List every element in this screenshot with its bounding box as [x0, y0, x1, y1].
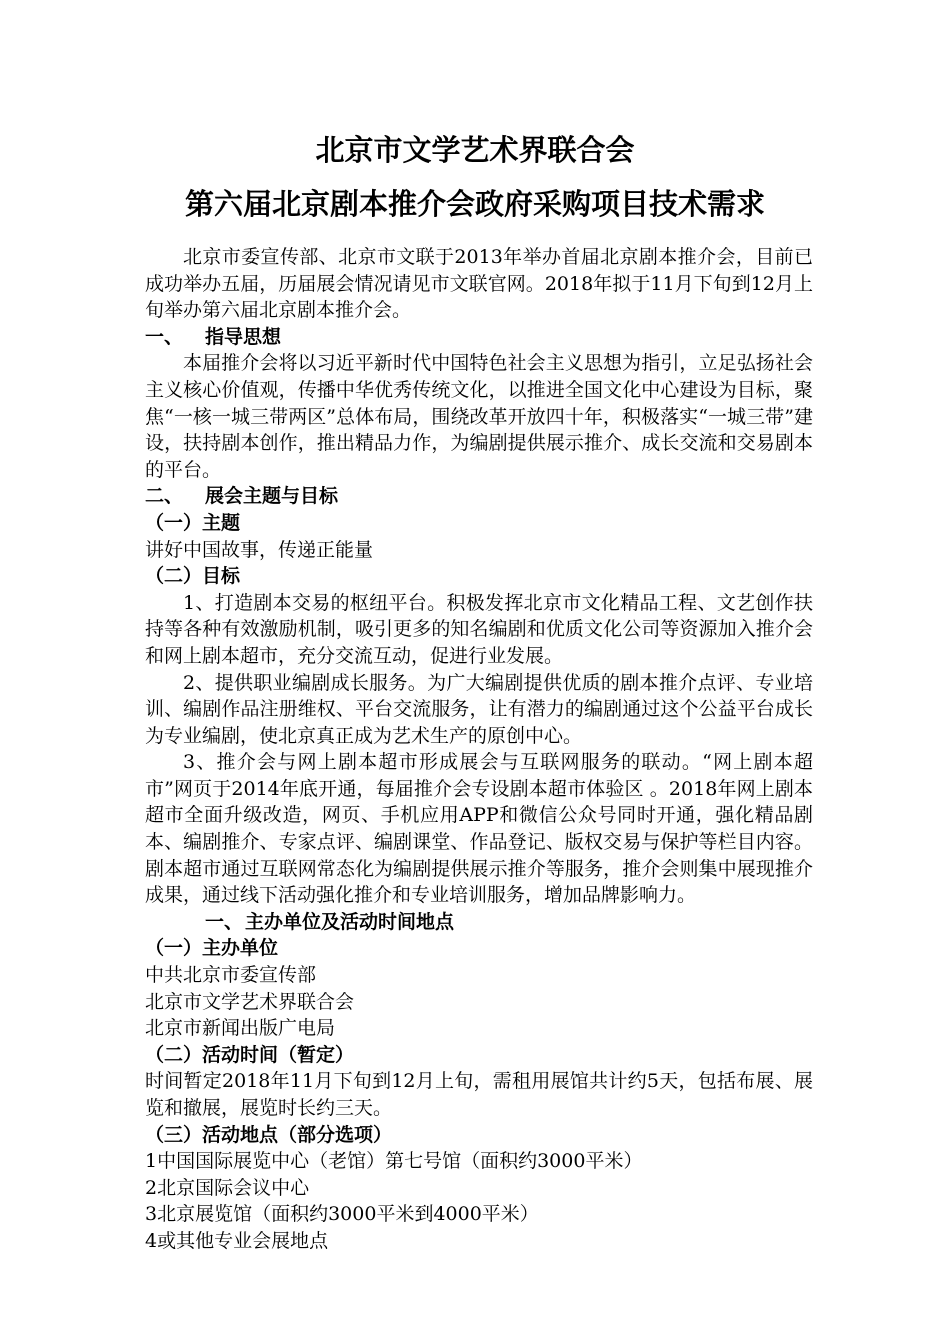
- venue-item: 4或其他专业会展地点: [145, 1229, 329, 1252]
- section-number: 一、: [205, 910, 244, 933]
- intro-paragraph: 北京市委宣传部、北京市文联于2013年举办首届北京剧本推介会，目前已成功举办五届，历届展会情况请见市文联官网。2018年拟于11月下旬到12月上旬举办第六届北京剧本推介会。: [145, 246, 813, 322]
- subheading-goals: （二）目标: [145, 565, 241, 588]
- goal-paragraph-2: 2、提供职业编剧成长服务。为广大编剧提供优质的剧本推介点评、专业培训、编剧作品注册维权、平台交流服务，让有潜力的编剧通过这个公益平台成长为专业编剧，使北京真正成为艺术生产的原创中心。: [145, 671, 813, 747]
- section-title: 主办单位及活动时间地点: [245, 910, 455, 933]
- venue-item: 1中国国际展览中心（老馆）第七号馆（面积约3000平米）: [145, 1150, 643, 1173]
- event-time-text: 时间暂定2018年11月下旬到12月上旬，需租用展馆共计约5天，包括布展、展览和撤展，展览时长约三天。: [145, 1070, 813, 1119]
- venue-item: 3北京展览馆（面积约3000平米到4000平米）: [145, 1203, 539, 1226]
- theme-text: 讲好中国故事，传递正能量: [145, 538, 374, 561]
- goal-paragraph-1: 1、打造剧本交易的枢纽平台。积极发挥北京市文化精品工程、文艺创作扶持等各种有效激励机制，吸引更多的知名编剧和优质文化公司等资源加入推介会和网上剧本超市，充分交流互动，促进行业发展。: [145, 591, 813, 667]
- section-number: 二、: [145, 485, 184, 508]
- document-org-title: 北京市文学艺术界联合会: [315, 133, 635, 167]
- guiding-thought-paragraph: 本届推介会将以习近平新时代中国特色社会主义思想为指引，立足弘扬社会主义核心价值观，传播中华优秀传统文化，以推进全国文化中心建设为目标，聚焦“一核一城三带两区”总体布局，围绕改革开放四十年，积极落实“一城三带”建设，扶持剧本创作，推出精品力作，为编剧提供展示推介、成长交流和交易剧本的平台。: [145, 352, 813, 481]
- subheading-event-venue: （三）活动地点（部分选项）: [145, 1123, 393, 1146]
- organizer-item: 北京市文学艺术界联合会: [145, 990, 355, 1013]
- section-title: 指导思想: [205, 325, 282, 348]
- document-body: [145, 244, 813, 1255]
- document-main-title: 第六届北京剧本推介会政府采购项目技术需求: [184, 187, 765, 221]
- venue-item: 2北京国际会议中心: [145, 1176, 310, 1199]
- subheading-organizers: （一）主办单位: [145, 937, 279, 960]
- section-heading-guiding-thought: [145, 324, 813, 351]
- organizer-item: 中共北京市委宣传部: [145, 964, 317, 987]
- subheading-event-time: （二）活动时间（暂定）: [145, 1043, 355, 1066]
- section-number: 一、: [145, 325, 184, 348]
- section-heading-theme-goals: [145, 483, 813, 510]
- section-title: 展会主题与目标: [205, 485, 339, 508]
- section-heading-organizers-time-place: [145, 909, 813, 936]
- goal-paragraph-3: 3、推介会与网上剧本超市形成展会与互联网服务的联动。“网上剧本超市”网页于2014年底开通，每届推介会专设剧本超市体验区 。2018年网上剧本超市全面升级改造，网页、手机应用APP和微信公众号同时开通，强化精品剧本、编剧推介、专家点评、编剧课堂、作品登记、版权交易与保护等栏目内容。剧本超市通过互联网常态化为编剧提供展示推介等服务，推介会则集中展现推介成果，通过线下活动强化推介和专业培训服务，增加品牌影响力。: [145, 751, 813, 907]
- organizer-item: 北京市新闻出版广电局: [145, 1017, 336, 1040]
- subheading-theme: （一）主题: [145, 511, 241, 534]
